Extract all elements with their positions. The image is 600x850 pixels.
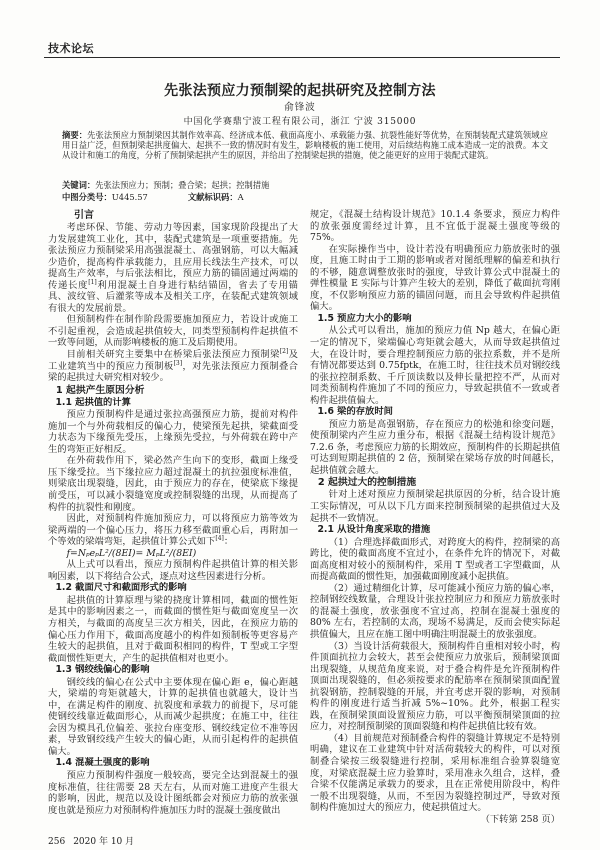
intro-paragraph-1 (48, 222, 298, 314)
section-1-1-paragraph-4: 从上式可以看出，预应力预制构件起拱值计算的相关影响因素，以下将结合公式，逐点对这些因素进行分析。 (48, 559, 298, 582)
section-1-1-heading: 1.1 起拱值的计算 (55, 396, 131, 408)
article-title: 先张法预应力预制梁的起拱研究及控制方法 (164, 83, 436, 99)
measure-item-4: （4）目前规范对预制叠合构件的裂缝计算规定不是特别明确，建议在工业建筑中针对活荷载较大的构件，可以对预制叠合梁按三级裂缝进行控制，采用标准组合验算裂缝宽度，对梁底混凝土应力验算时，采用准永久组合，这样，叠合梁不仅能满足承载力的要求，且在正常使用阶段中，构件一般不出现裂缝，从而，不至因为裂缝控制过严，导致对预制构件施加过大的预应力，使起拱值过大。 (310, 732, 560, 814)
header-divider (44, 57, 560, 58)
section-1-3-heading: 1.3 钢绞线偏心的影响 (55, 664, 150, 676)
issue-date: 2020 年 10 月 (73, 837, 135, 847)
section-1-4-paragraph-2: 在实际操作当中，设计若没有明确预应力筋放张时的强度，且施工时由于工期的影响或者对图纸理解的偏差和执行的不够，随意调整放张时的强度，导致计算公式中混凝土的弹性模量 E 实际与计算产生较大的差别，降低了截面抗弯刚度，不仅影响预应力筋的锚固问题，而且会导致构件起拱值偏大。 (310, 243, 560, 313)
page-footer (48, 834, 134, 847)
clc-code: U445.57 (111, 192, 148, 202)
intro-p1-text-b: 利用混凝土自身进行粘结锚固，省去了专用锚具、波纹管、后灌浆等成本及相关工序，在装配式建筑领域有很大的发展前景。 (48, 279, 298, 314)
measure-item-1: （1）合理选择截面形式，对跨度大的构件，控制梁的高跨比，使的截面高度不宜过小，在条件允许的情况下，对截面高度相对较小的预制构件，采用 T 型或者工字型截面，从而提高截面的惯性矩，加强截面刚度减小起拱值。 (310, 536, 560, 583)
doc-code: A (237, 192, 244, 202)
citation-ref-1: [1] (88, 278, 97, 286)
section-1-4-paragraph-1: 预应力预制构件强度一般较高，要完全达到混凝土的强度标准值，往往需要 28 天左右，从而对施工进度产生很大的影响，因此，规范以及设计图纸都会对预应力筋的放张强度也就是预应力对预制构件施加压力时的混凝土强度做出 (48, 769, 298, 816)
continued-on-page-note: （下转第 258 页） (480, 813, 560, 825)
intro-p3-text-a: 目前相关研究主要集中在桥梁后张法预应力预制梁 (66, 349, 280, 361)
section-1-6-heading: 1.6 梁的存放时间 (317, 406, 393, 418)
section-1-2-heading: 1.2 截面尺寸和截面形式的影响 (55, 582, 187, 594)
abstract-text: 先张法预应力预制梁因其制作效率高、经济成本低、截面高度小、承载能力强、抗裂性能好等优势，在预制装配式建筑领域应用日益广泛，但预制梁起拱度偏大、起拱不一致的情况时有发生，影响楼板的施工使用，对后续结构施工成本造成一定的浪费。本文从设计和施工的角度，分析了预制梁起拱产生的原因，并给出了控制梁起拱的措施，使之能更好的应用于装配式建筑。 (62, 130, 548, 161)
measure-item-2: （2）通过精细化计算，尽可能减小预应力筋的偏心率，控制钢绞线数量，合理设计张拉控制应力和预应力筋放张时的混凝土强度，放张强度不宜过高，控制在混凝土强度的 80% 左右，若控制的太高，现场不易满足，反而会使实际起拱值偏大，且应在施工图中明确注明混凝土的放张强度。 (310, 582, 560, 640)
section-2-paragraph: 针对上述对预应力预制梁起拱原因的分析，结合设计施工实际情况，可从以下几方面来控制预制梁的起拱值过大及起拱不一致情况。 (310, 489, 560, 524)
page-number: 256 (48, 837, 66, 847)
keywords (62, 180, 548, 190)
section-1-1-paragraph-2: 在外荷载作用下，梁必然产生向下的变形，截面上缘受压下缘受拉。当下缘拉应力超过混凝土的抗拉强度标准值，则梁底出现裂缝，因此，由于预应力的存在，使梁底下缘提前受压，可以减小裂缝宽度或控制裂缝的出现，从而提高了构件的抗裂性和刚度。 (48, 455, 298, 513)
keywords-text: 先张法预应力；预制；叠合梁；起拱；控制措施 (95, 180, 270, 190)
body-column-right (310, 209, 560, 825)
doc-code-label: 文献标识码： (187, 192, 238, 202)
s11-p3-text-a: 因此，对预制构件施加预应力，可以将预应力筋等效为梁两端的一个偏心压力，将压力移至截面重心后，再附加一个等效的梁端弯矩，起拱值计算公式如下 (48, 513, 298, 548)
abstract (62, 130, 548, 161)
citation-ref-4: [4] (215, 535, 224, 543)
article-author: 俞锋波 (284, 102, 316, 113)
citation-ref-3: [3] (173, 359, 183, 367)
clc-label: 中图分类号： (62, 192, 112, 202)
section-1-2-paragraph: 起拱值的计算原理与梁的挠度计算相同，截面的惯性矩是其中的影响因素之一，而截面的惯性矩与截面宽度呈一次方相关，与截面的高度呈三次方相关，因此，在预应力筋的偏心压力作用下，截面高度越小的构件如预制板等更容易产生较大的起拱值，且对于截面积相同的构件，T 型或工字型截面惯性矩更大，产生的起拱值相对也更小。 (48, 594, 298, 664)
author-affiliation: 中国化学赛鼎宁波工程有限公司，浙江 宁波 315000 (183, 117, 417, 127)
section-1-4-paragraph-1-continued: 规定，《混凝土结构设计规范》10.1.4 条要求，预应力构件的放张强度需经过计算，且不宜低于混凝土强度等级的 75%。 (310, 209, 560, 244)
measure-item-3: （3）当设计活荷载很大，预制构件自重相对较小时，构件顶面抗拉力会较大，甚至会使预应力放张后，预制梁顶面出现裂缝，从规范角度来说，对于叠合构件是允许预制构件顶面出现裂缝的，但必须按要求的配筋率在预制梁顶面配置抗裂钢筋，控制裂缝的开展，并宜考虑开裂的影响，对预制构件的刚度进行适当折减 5%~10%。此外，根据工程实践，在预制梁顶面设置预应力筋，可以平衡预制梁顶面的拉应力，对控制预制梁的顶面裂缝和构件起拱值比较有效。 (310, 640, 560, 733)
section-1-4-heading: 1.4 混凝土强度的影响 (55, 757, 150, 769)
section-1-heading: 1 起拱产生原因分析 (55, 384, 145, 396)
intro-paragraph-3 (48, 349, 298, 384)
body-column-left (48, 209, 298, 816)
abstract-label: 摘要： (62, 130, 88, 140)
intro-p3-text-c: ，对先张法预应力预制叠合梁的起拱过大研究相对较少。 (48, 360, 298, 384)
section-2-1-heading: 2.1 从设计角度采取的措施 (317, 524, 431, 536)
intro-p3-text-b: 及工业建筑当中的预应力预制板 (48, 349, 298, 372)
s11-p3-text-b: ： (223, 536, 234, 548)
intro-heading: 引言 (74, 210, 94, 221)
citation-ref-2: [2] (279, 347, 289, 355)
section-1-1-paragraph-1: 预应力预制构件是通过张拉高强预应力筋，提前对构件施加一个与外荷载相反的偏心力，使梁预先起拱，梁截面受力状态为下缘预先受压，上缘预先受拉，与外荷载在跨中产生的弯矩正好相反。 (48, 409, 298, 455)
intro-p1-text-a: 考虑环保、节能、劳动力等因素，国家现阶段提出了大力发展建筑工业化，其中，装配式建筑是一项重要措施。先张法预应力预制梁采用高强混凝土、高强钢筋，可以大幅减少造价，提高构件承载能力，且应用长线法生产技术，可以提高生产效率，与后张法相比，预应力筋的锚固通过两端的传递长度 (48, 222, 298, 291)
section-1-3-paragraph: 钢绞线的偏心在公式中主要体现在偏心距 e，偏心距越大，梁端的弯矩就越大，计算的起拱值也就越大，设计当中，在满足构件的刚度、抗裂度和承载力的前提下，尽可能使钢绞线靠近截面形心，从而减少起拱度；在施工中，往往会因为模具孔位偏差、张拉台座变形、钢绞线定位不准等因素，导致钢绞线产生较大的偏心距，从而引起构件的起拱值偏大。 (48, 676, 298, 757)
section-2-heading: 2 起拱过大的控制措施 (317, 477, 417, 489)
classification-line (62, 192, 548, 202)
section-1-6-paragraph: 预应力筋是高强钢筋，存在预应力的松弛和徐变问题，使预制梁内产生应力重分布，根据《混凝土结构设计规范》7.2.6 条，考虑预应力筋的长期效应，预制构件的长期起拱值可达到短期起拱值的 2 倍，预制梁在梁场存放的时间越长，起拱值就会越大。 (310, 418, 560, 476)
intro-paragraph-2: 但预制构件在制作阶段需要施加预应力，若设计或施工不引起重视，会造成起拱值较大，同类型预制构件起拱值不一致等问题，从而影响楼板的施工及后期使用。 (48, 314, 298, 349)
section-1-1-paragraph-3 (48, 513, 298, 548)
keywords-label: 关键词： (62, 180, 96, 190)
section-1-5-paragraph: 从公式可以看出，施加的预应力值 Np 越大，在偏心距一定的情况下，梁端偏心弯矩就会越大，从而导致起拱值过大，在设计时，要合理控制预应力筋的张拉系数，并不是所有情况都要达到 0.75fptk，在施工时，往往技术员对钢绞线的张拉控制系数、千斤顶读数以及伸长量把控不严，从而对同类预制构件施加了不同的预应力，导致起拱值不一致或者构件起拱值偏大。 (310, 325, 560, 406)
running-header-section: 技术论坛 (48, 42, 94, 55)
section-1-5-heading: 1.5 预应力大小的影响 (317, 312, 412, 324)
camber-formula: f=NₚeₚL²/(8EI)= MₚL²/(8EI) (66, 547, 197, 559)
